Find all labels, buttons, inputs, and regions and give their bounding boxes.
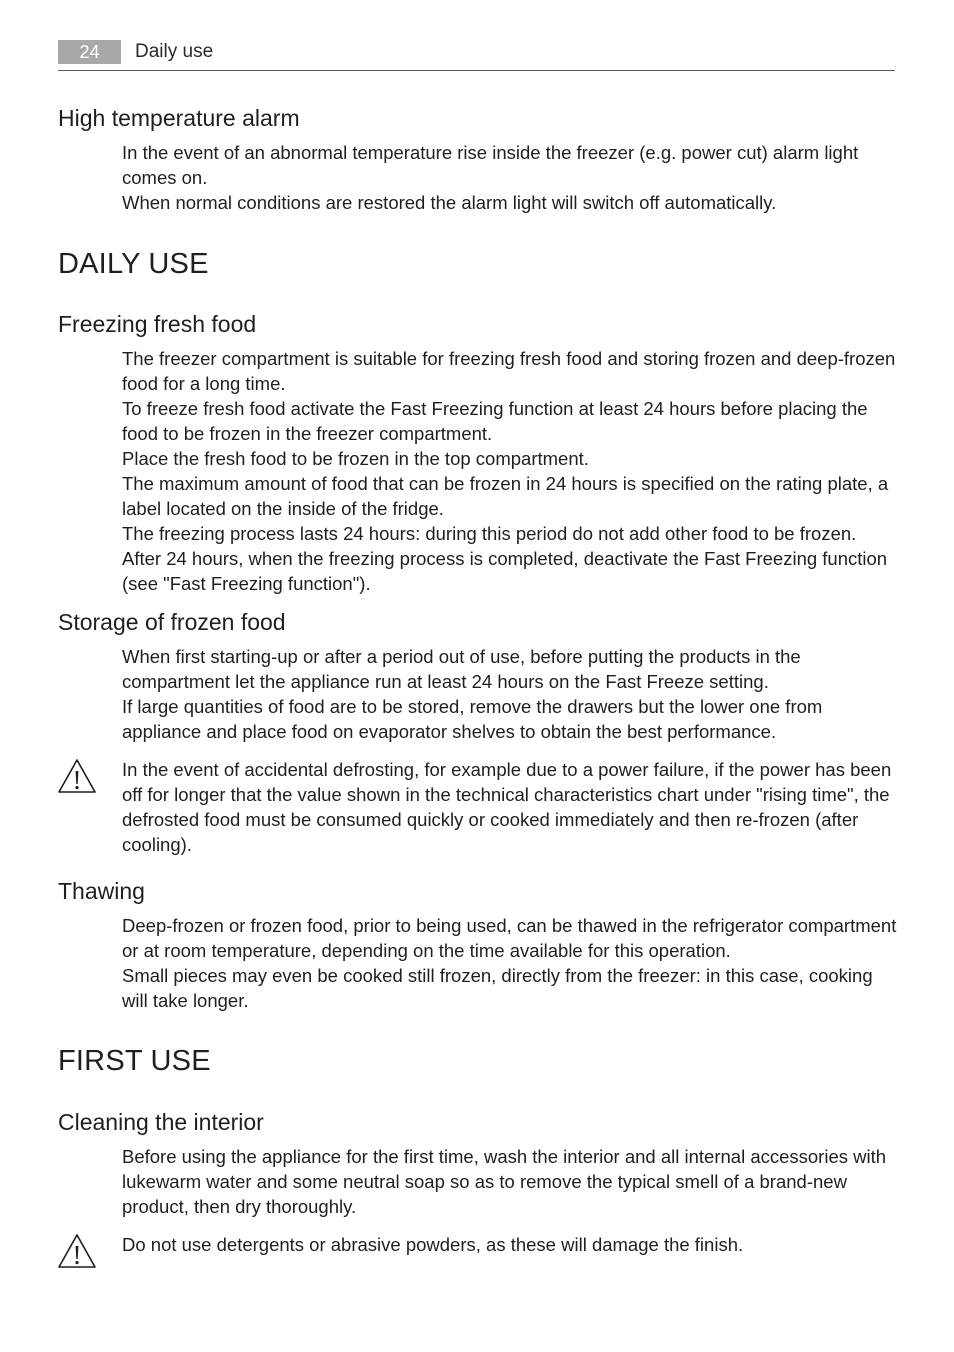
heading-cleaning-the-interior: Cleaning the interior xyxy=(58,1109,264,1135)
paragraph-high-temperature-alarm xyxy=(122,140,897,215)
warning-triangle-icon xyxy=(57,1233,97,1269)
text-line: In the event of an abnormal temperature rise inside the freezer (e.g. power cut) alarm light comes on. xyxy=(122,142,859,188)
heading-freezing-fresh-food: Freezing fresh food xyxy=(58,311,257,337)
text-line: Small pieces may even be cooked still frozen, directly from the freezer: in this case, cooking will take longer. xyxy=(122,965,873,1011)
warning-text: In the event of accidental defrosting, for example due to a power failure, if the power has been off for longer that the value shown in the technical characteristics chart under "rising time", the defrosted food must be consumed quickly or cooked immediately and then re-frozen (after cooling). xyxy=(122,759,892,855)
text-line: The freezer compartment is suitable for freezing fresh food and storing frozen and deep-frozen food for a long time. xyxy=(122,348,896,394)
section-title-first-use: FIRST USE xyxy=(58,1045,211,1077)
text-line: Before using the appliance for the first time, wash the interior and all internal accessories with lukewarm water and some neutral soap so as to remove the typical smell of a brand-new product, then dry thoroughly. xyxy=(122,1146,887,1217)
heading-high-temperature-alarm: High temperature alarm xyxy=(58,105,300,131)
warning-text: Do not use detergents or abrasive powders, as these will damage the finish. xyxy=(122,1234,744,1255)
text-line: If large quantities of food are to be stored, remove the drawers but the lower one from appliance and place food on evaporator shelves to obtain the best performance. xyxy=(122,696,823,742)
paragraph-thawing xyxy=(122,913,897,1013)
text-line: The maximum amount of food that can be frozen in 24 hours is specified on the rating plate, a label located on the inside of the fridge. xyxy=(122,473,889,519)
section-title-daily-use: DAILY USE xyxy=(58,248,209,280)
text-line: Place the fresh food to be frozen in the top compartment. xyxy=(122,448,589,469)
paragraph-storage-of-frozen-food xyxy=(122,644,897,744)
text-line: After 24 hours, when the freezing process is completed, deactivate the Fast Freezing function (see "Fast Freezing function"). xyxy=(122,548,888,594)
heading-thawing: Thawing xyxy=(58,878,145,904)
page-number: 24 xyxy=(58,40,121,64)
text-line: When normal conditions are restored the alarm light will switch off automatically. xyxy=(122,192,777,213)
paragraph-freezing-fresh-food xyxy=(122,346,897,596)
page-header xyxy=(58,40,895,71)
text-line: When first starting-up or after a period out of use, before putting the products in the compartment let the appliance run at least 24 hours on the Fast Freeze setting. xyxy=(122,646,801,692)
text-line: Deep-frozen or frozen food, prior to being used, can be thawed in the refrigerator compartment or at room temperature, depending on the time available for this operation. xyxy=(122,915,897,961)
paragraph-cleaning-the-interior xyxy=(122,1144,897,1219)
heading-storage-of-frozen-food: Storage of frozen food xyxy=(58,609,286,635)
running-head: Daily use xyxy=(135,41,214,62)
warning-no-detergents xyxy=(122,1232,897,1257)
warning-accidental-defrosting xyxy=(122,757,897,857)
text-line: The freezing process lasts 24 hours: during this period do not add other food to be frozen. xyxy=(122,523,857,544)
text-line: To freeze fresh food activate the Fast Freezing function at least 24 hours before placing the food to be frozen in the freezer compartment. xyxy=(122,398,868,444)
warning-triangle-icon xyxy=(57,758,97,794)
